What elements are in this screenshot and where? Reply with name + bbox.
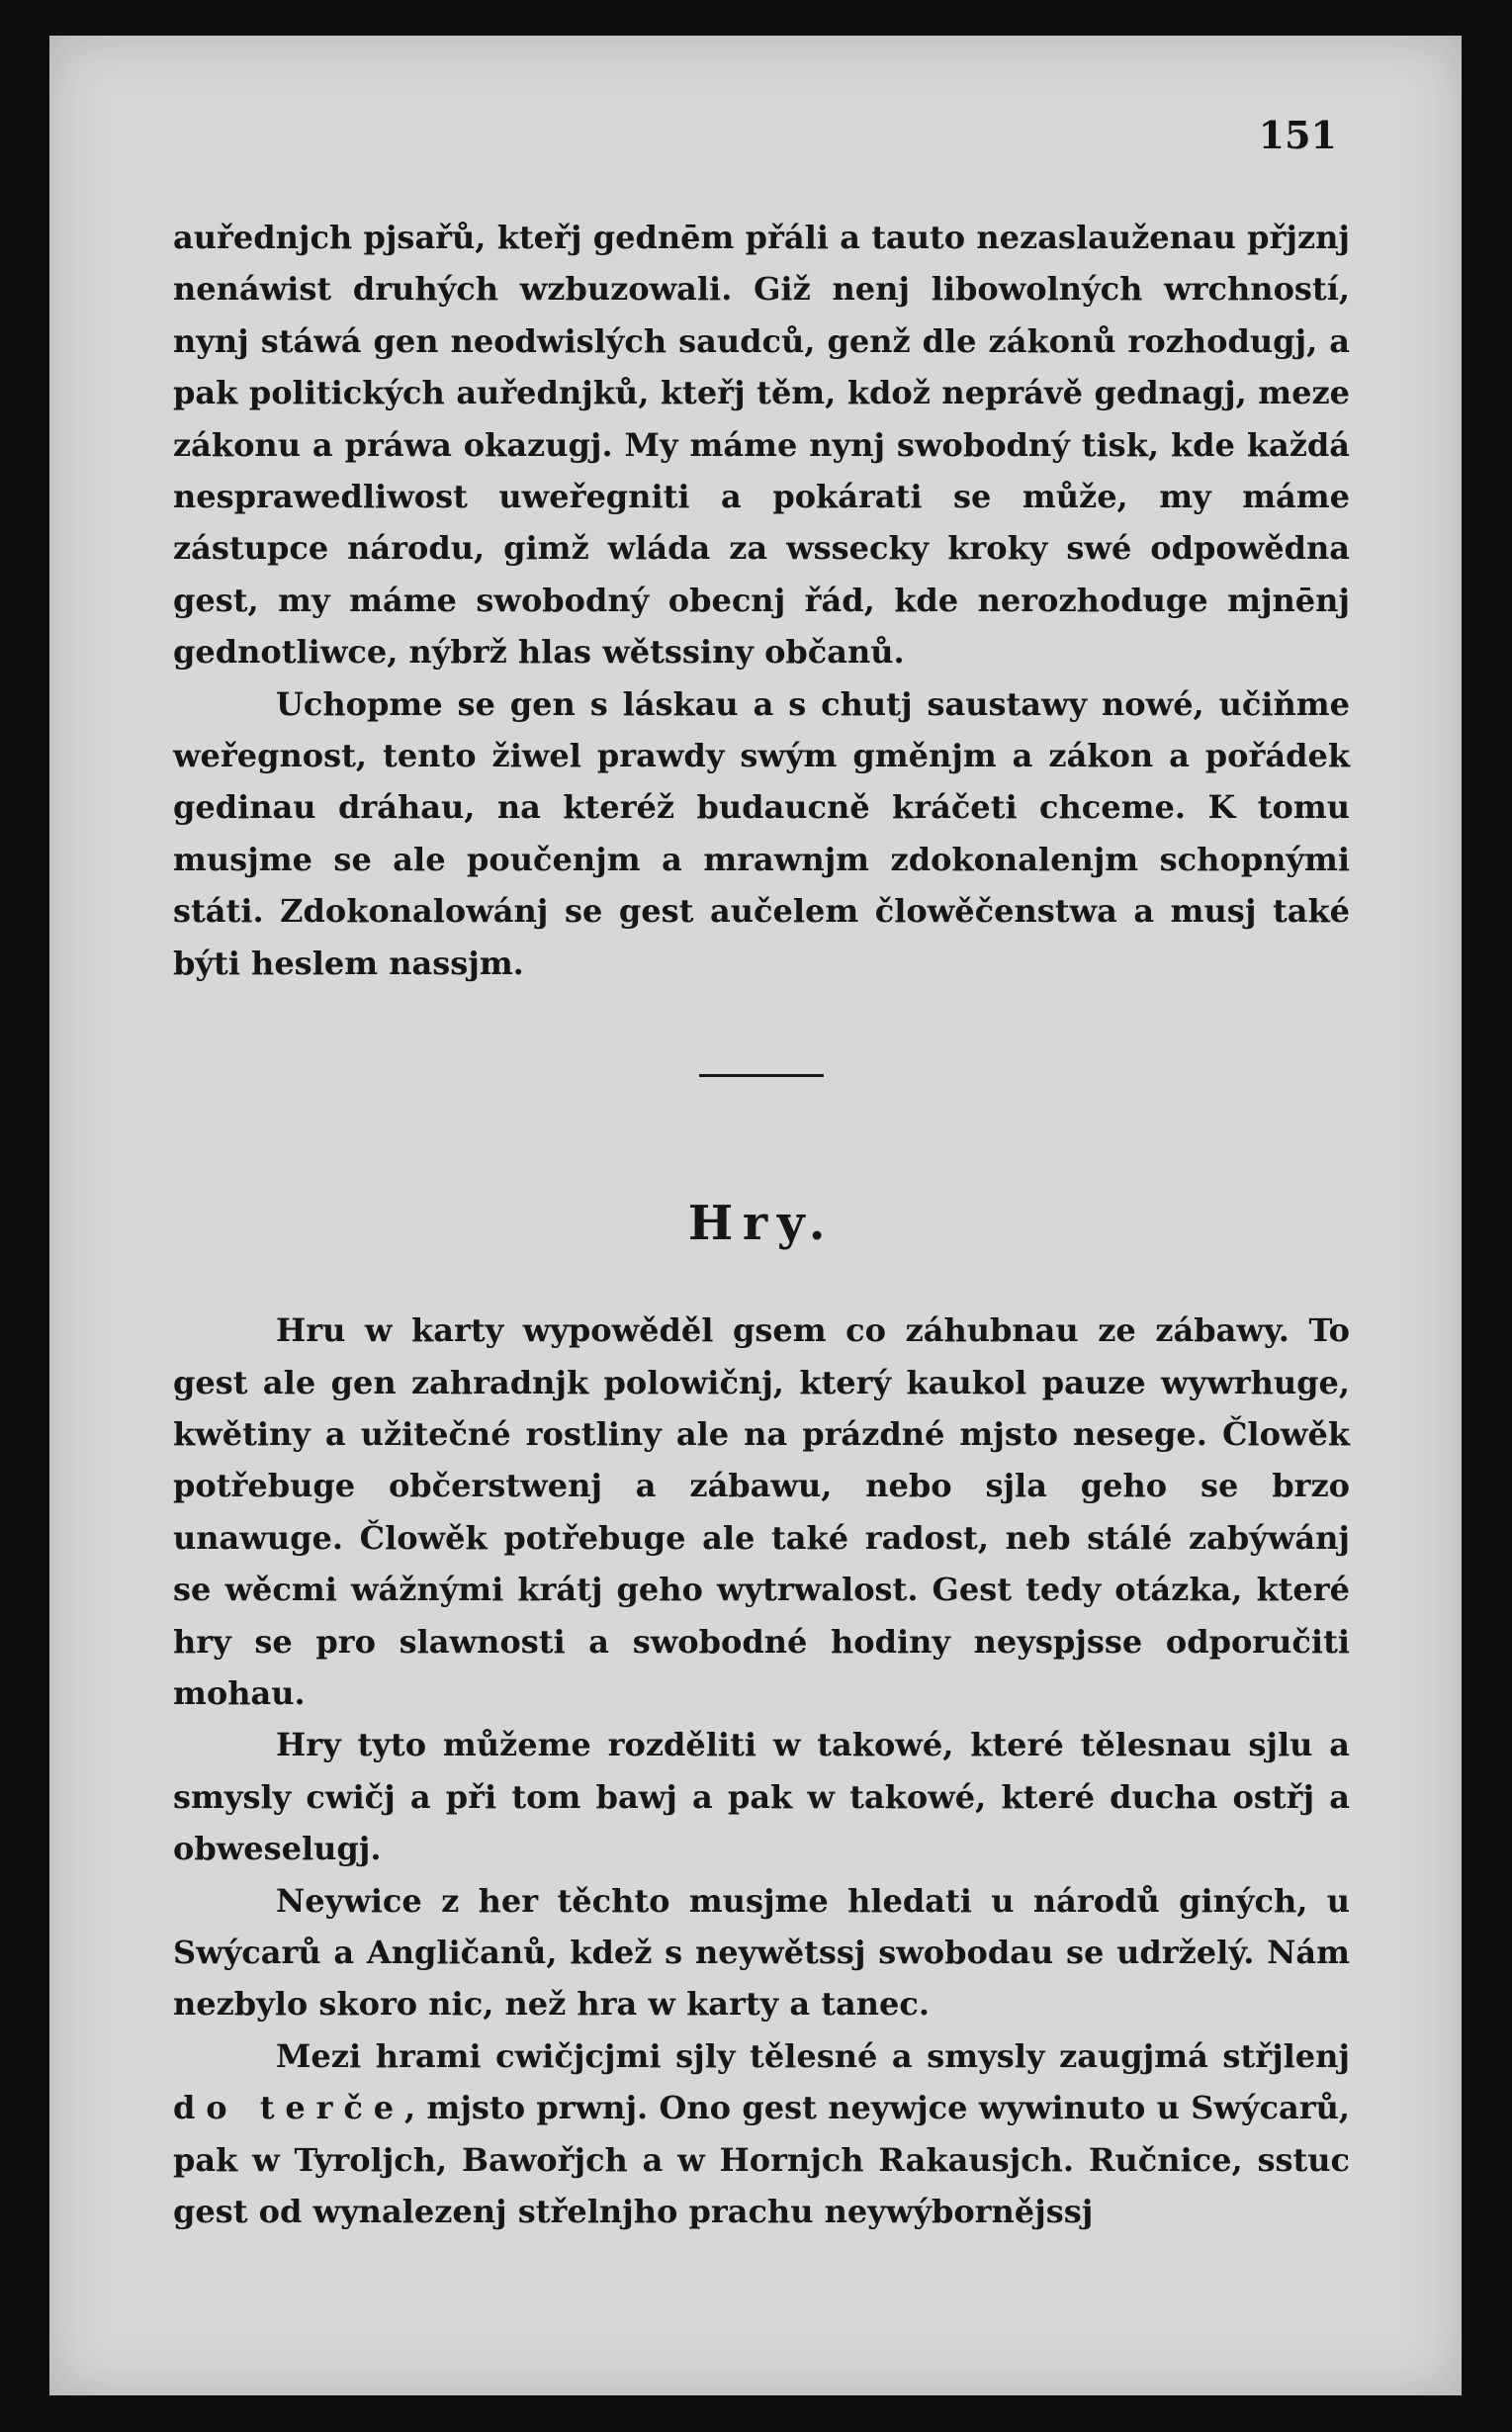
paragraph: Hru w karty wypowěděl gsem co záhubnau ze zábawy. To gest ale gen zahradnjk polowičnj, který kaukol pauze wywrhuge, kwětiny a užitečné rostliny ale na prázdné mjsto nesege. Člowěk potřebuge občerstwenj a zábawu, nebo sjla geho se brzo unawuge. Člowěk potřebuge ale také radost, neb stálé zabýwánj se wěcmi wážnými krátj geho wytrwalost. Gest tedy otázka, které hry se pro slawnosti a swobodné hodiny neyspjsse odporučiti mohau. bbox=[173, 1311, 1350, 1712]
section-divider bbox=[699, 1074, 824, 1077]
paragraph: Neywice z her těchto musjme hledati u národů giných, u Swýcarů a Angličanů, kdež s neywětssj swobodau se udrželý. Nám nezbylo skoro nic, než hra w karty a tanec. bbox=[173, 1881, 1350, 2024]
paragraph bbox=[173, 2030, 1350, 2238]
page-content bbox=[173, 212, 1350, 2237]
page-number: 151 bbox=[1258, 113, 1337, 157]
emphasized-spaced-text: do terče bbox=[173, 2089, 404, 2127]
paragraph: Uchopme se gen s láskau a s chutj saustawy nowé, učiňme weřegnost, tento žiwel prawdy swým gměnjm a zákon a pořádek gedinau dráhau, na kteréž budaucně kráčeti chceme. K tomu musjme se ale poučenjm a mrawnjm zdokonalenjm schopnými státi. Zdokonalowánj se gest aučelem člowěčenstwa a musj také býti heslem nassjm. bbox=[173, 684, 1350, 982]
paragraph-text-start: Mezi hrami cwičjcjmi sjly tělesné a smysly zaugjmá střjlenj bbox=[276, 2036, 1350, 2075]
paragraph: Hry tyto můžeme rozděliti w takowé, které tělesnau sjlu a smysly cwičj a při tom bawj a pak w takowé, které ducha ostřj a obweselugj. bbox=[173, 1726, 1350, 1868]
section-heading: Hry. bbox=[687, 1196, 836, 1252]
paragraph-text-end: , mjsto prwnj. Ono gest neywjce wywinuto u Swýcarů, pak w Tyroljch, Bawořjch a w Hornjch Rakausjch. Ručnice, sstuc gest od wynalezenj střelnjho prachu neywýbornějssj bbox=[173, 2089, 1351, 2230]
paragraph: auřednjch pjsařů, kteřj gednēm přáli a tauto nezaslauženau přjznj nenáwist druhých wzbuzowali. Giž nenj libowolných wrchností, nynj stáwá gen neodwislých saudců, genž dle zákonů rozhodugj, a pak politických auřednjků, kteřj těm, kdož neprávě gednagj, meze zákonu a práwa okazugj. My máme nynj swobodný tisk, kde každá nesprawedliwost uweřegniti a pokárati se může, my máme zástupce národu, gimž wláda za wssecky kroky swé odpowědna gest, my máme swobodný obecnj řád, kde nerozhoduge mjnēnj gednotliwce, nýbrž hlas wětssiny občanů. bbox=[173, 219, 1350, 672]
book-page bbox=[49, 36, 1462, 2395]
